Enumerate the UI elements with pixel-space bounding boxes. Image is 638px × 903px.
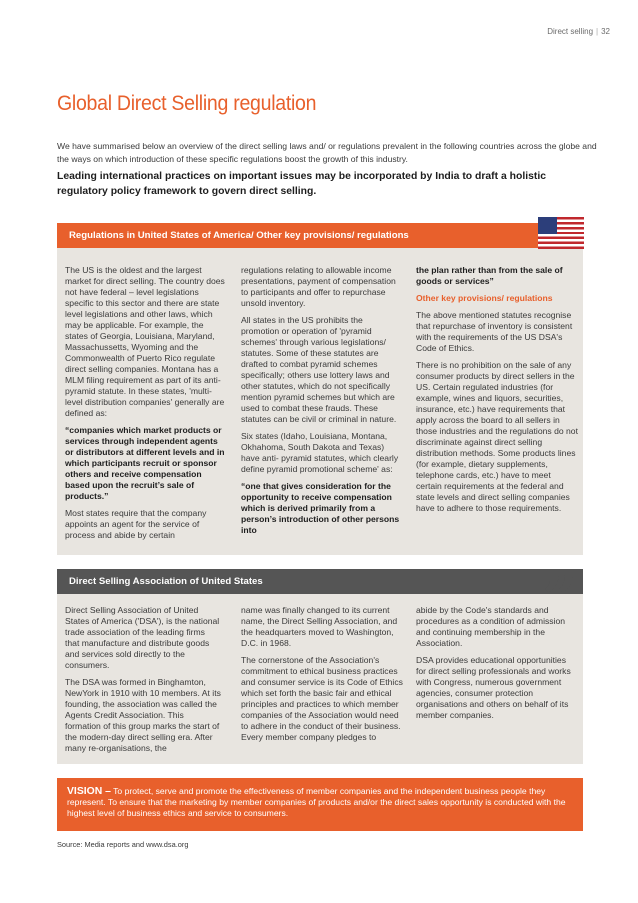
dsa-panel: [57, 562, 583, 764]
us-flag-icon: [538, 217, 584, 249]
us-col3-para-2: There is no prohibition on the sale of any consumer products by direct sellers in the US. Certain regulated industries (for example, wines and liquors, securities, insurance, etc.) have requirements that apply across the board to all sellers in those industries and the regulations do not discriminate against direct selling distribution methods. Some products lines (for example, dietary supplements, telephone cards, etc.) have to meet certain requirements at the federal and state levels and direct selling companies have to adhere to those requirements.: [416, 360, 578, 513]
dsa-col1-para-1: Direct Selling Association of United States of America ('DSA'), is the national trade association of the leading firms that manufacture and distribute goods and services sold directly to the consumers.: [65, 605, 220, 670]
lead-text: Leading international practices on important issues may be incorporated by India to draft a holistic regulatory policy framework to govern direct selling.: [57, 171, 547, 197]
us-col2-para-1: regulations relating to allowable income presentations, payment of compensation to participants and offer to repurchase unsold inventory.: [241, 265, 396, 308]
intro-text: We have summarised below an overview of the direct selling laws and/ or regulations prevalent in the following countries across the globe and the ways on which introduction of these specific regulations boost the growth of this industry.: [57, 141, 597, 164]
dsa-column-1: [65, 605, 221, 760]
header-section: Direct selling: [547, 27, 594, 36]
us-column-1: [65, 265, 227, 547]
us-col3-quote-end: the plan rather than from the sale of goods or services”: [416, 265, 563, 286]
header-separator: |: [596, 27, 599, 36]
us-col2-para-3: Six states (Idaho, Louisiana, Montana, Okhahoma, South Dakota and Texas) have anti- pyramid statutes, which clearly define pyramid promotional scheme' as:: [241, 431, 399, 474]
us-panel-heading: Regulations in United States of America/ Other key provisions/ regulations: [57, 223, 583, 248]
page-header: [547, 27, 610, 36]
us-col1-para-2: Most states require that the company appoints an agent for the service of process and abide by certain: [65, 508, 207, 540]
us-col2-quote: “one that gives consideration for the opportunity to receive compensation which is derived primarily from a person’s introduction of other persons into: [241, 481, 400, 535]
dsa-column-2: [241, 605, 403, 749]
page-number: 32: [601, 27, 610, 36]
us-col2-para-2: All states in the US prohibits the promotion or operation of 'pyramid schemes' through various legislations/ statutes. Some of these statutes are drafted to combat pyramid schemes specifically; others use lottery laws and other statutes, which do not specifically mention pyramid schemes but which are used to combat these frauds. These statutes can be civil or criminal in nature.: [241, 315, 397, 424]
source-note: Source: Media reports and www.dsa.org: [57, 840, 189, 849]
dsa-col3-para-1: abide by the Code's standards and procedures as a condition of admission and continuing membership in the Association.: [416, 605, 566, 648]
us-col3-subheading: Other key provisions/ regulations: [416, 293, 553, 303]
vision-box: [57, 778, 583, 831]
page-title: Global Direct Selling regulation: [57, 92, 317, 115]
us-col3-para-1: The above mentioned statutes recognise that repurchase of inventory is consistent with the requirements of the US DSA's Code of Ethics.: [416, 310, 573, 353]
dsa-col2-para-1: name was finally changed to its current name, the Direct Selling Association, and the headquarters moved to Washington, D.C. in 1968.: [241, 605, 398, 648]
us-flag-canton: [538, 217, 557, 234]
dsa-col3-para-2: DSA provides educational opportunities for direct selling professionals and works with Congress, numerous government agencies, consumer protection organisations and others on behalf of its member companies.: [416, 655, 571, 720]
us-regulations-panel: [57, 223, 583, 555]
us-col1-para-1: The US is the oldest and the largest market for direct selling. The country does not have federal – level legislations specific to this sector and there are state level legislations and other laws, which may be applicable. For example, the states of Georgia, Louisiana, Maryland, Massachussetts, Wyoming and the Commonwealth of Puerto Rico regulate direct selling companies. Montana has a MLM filing requirement as part of its anti-pyramid statute. In these states, 'multi-level distribution companies' generally are defined as:: [65, 265, 225, 418]
us-column-2: [241, 265, 401, 542]
dsa-col2-para-2: The cornerstone of the Association's commitment to ethical business practices and consumer service is its Code of Ethics which set forth the basic fair and ethical principles and practices to which member companies of the Association would need to adhere in the conduct of their business. Every member company pledges to: [241, 655, 403, 742]
vision-label: VISION –: [67, 786, 111, 797]
us-column-3: [416, 265, 578, 520]
us-col1-quote: “companies which market products or services through independent agents or distributors at different levels and in which participants recruit or sponsor others and receive compensation based upon the recruit’s sale of products.”: [65, 425, 225, 501]
vision-text: To protect, serve and promote the effectiveness of member companies and the independent business people they represent. To ensure that the marketing by member companies of products and/or the direct sales opportunity is conducted with the highest level of business ethics and service to consumers.: [67, 786, 566, 818]
quote-mark-icon: ”: [542, 562, 578, 635]
dsa-panel-heading: Direct Selling Association of United States: [57, 569, 583, 594]
dsa-col1-para-2: The DSA was formed in Binghamton, NewYork in 1910 with 10 members. At its founding, the association was called the Agents Credit Association. This formation of this group marks the start of the modern-day direct selling era. After many re-organisations, the: [65, 677, 221, 753]
